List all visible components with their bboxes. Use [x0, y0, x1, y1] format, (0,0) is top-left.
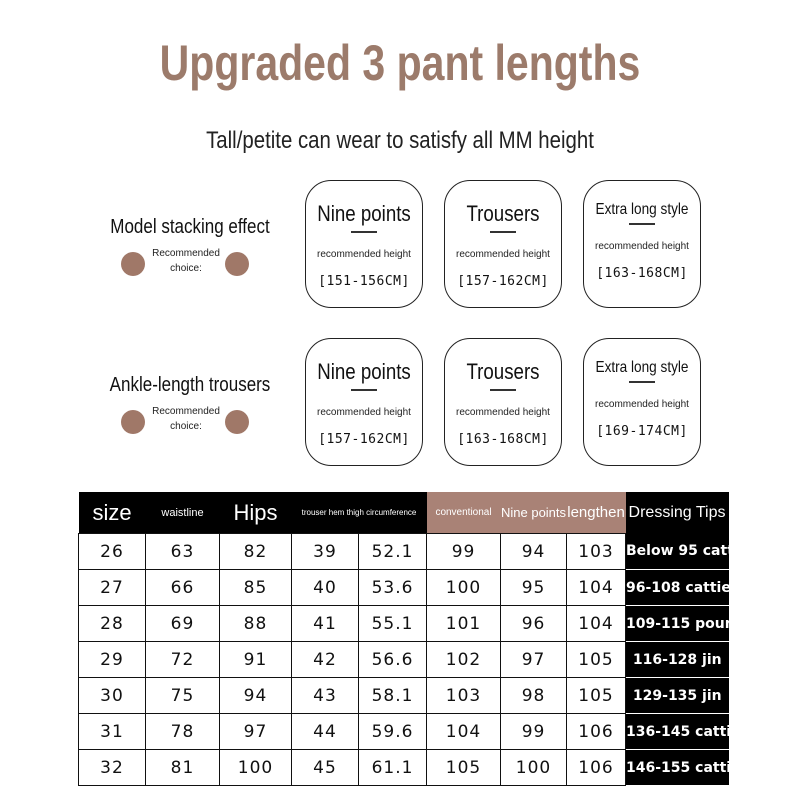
table-cell: 99	[427, 534, 501, 570]
divider	[351, 389, 377, 391]
card-rec: recommended height	[456, 249, 550, 260]
table-row	[79, 534, 729, 570]
dot-icon	[121, 410, 145, 434]
page-title: Upgraded 3 pant lengths	[159, 35, 641, 91]
card-height: [157-162CM]	[318, 432, 410, 447]
length-card	[305, 338, 423, 466]
table-cell: 106	[567, 750, 626, 786]
size-table	[78, 492, 757, 786]
divider	[490, 231, 516, 233]
divider	[490, 389, 516, 391]
column-header: size	[79, 492, 146, 534]
table-cell: 136-145 catties	[626, 714, 729, 750]
table-cell: 28	[79, 606, 146, 642]
length-card	[444, 338, 562, 466]
table-cell: 26	[79, 534, 146, 570]
section-label: Model stacking effect	[110, 216, 270, 238]
card-name: Nine points	[317, 359, 411, 384]
table-row	[79, 750, 729, 786]
table-cell: 81	[146, 750, 220, 786]
table-cell: 40	[292, 570, 359, 606]
column-header: conventional	[427, 492, 501, 534]
subtitle: Tall/petite can wear to satisfy all MM height	[206, 127, 594, 154]
table-cell: 41	[292, 606, 359, 642]
card-name: Nine points	[317, 201, 411, 226]
column-header: Hips	[220, 492, 292, 534]
table-cell: 53.6	[359, 570, 427, 606]
divider	[629, 223, 655, 225]
card-height: [151-156CM]	[318, 274, 410, 289]
table-cell: 88	[220, 606, 292, 642]
table-cell: 102	[427, 642, 501, 678]
table-cell: 63	[146, 534, 220, 570]
table-cell: 99	[501, 714, 567, 750]
table-cell: 97	[220, 714, 292, 750]
recommended-choice: Recommended choice:	[121, 404, 251, 438]
table-cell: 58.1	[359, 678, 427, 714]
table-cell: 31	[79, 714, 146, 750]
section-label: Ankle-length trousers	[109, 374, 271, 396]
card-rec: recommended height	[595, 241, 689, 252]
table-cell: 55.1	[359, 606, 427, 642]
table-cell: 97	[501, 642, 567, 678]
card-rec: recommended height	[456, 407, 550, 418]
divider	[351, 231, 377, 233]
column-header: Dressing Tips	[626, 492, 729, 534]
table-row	[79, 714, 729, 750]
table-cell: 27	[79, 570, 146, 606]
card-height: [157-162CM]	[457, 274, 549, 289]
table-cell: 129-135 jin	[626, 678, 729, 714]
table-cell: 106	[567, 714, 626, 750]
length-card	[305, 180, 423, 308]
table-row	[79, 606, 729, 642]
length-card	[583, 338, 701, 466]
dot-icon	[225, 252, 249, 276]
table-cell: 94	[501, 534, 567, 570]
card-rec: recommended height	[317, 249, 411, 260]
table-cell: 59.6	[359, 714, 427, 750]
table-cell: 146-155 catties	[626, 750, 729, 786]
card-height: [163-168CM]	[596, 266, 688, 281]
table-cell: 56.6	[359, 642, 427, 678]
table-cell: 94	[220, 678, 292, 714]
table-cell: 85	[220, 570, 292, 606]
table-row	[79, 570, 729, 606]
table-cell: 72	[146, 642, 220, 678]
table-cell: 104	[567, 570, 626, 606]
table-cell: 52.1	[359, 534, 427, 570]
table-cell: 75	[146, 678, 220, 714]
table-cell: 100	[501, 750, 567, 786]
table-cell: 116-128 jin	[626, 642, 729, 678]
table-cell: 43	[292, 678, 359, 714]
card-name: Trousers	[466, 201, 540, 226]
card-rec: recommended height	[595, 399, 689, 410]
table-cell: 39	[292, 534, 359, 570]
table-cell: 100	[220, 750, 292, 786]
table-cell: 82	[220, 534, 292, 570]
card-name: Extra long style	[595, 201, 689, 218]
table-cell: 44	[292, 714, 359, 750]
table-cell: 96	[501, 606, 567, 642]
table-cell: 66	[146, 570, 220, 606]
table-cell: 104	[427, 714, 501, 750]
table-cell: 42	[292, 642, 359, 678]
table-cell: 30	[79, 678, 146, 714]
length-card	[444, 180, 562, 308]
table-cell: 91	[220, 642, 292, 678]
card-height: [163-168CM]	[457, 432, 549, 447]
table-cell: 45	[292, 750, 359, 786]
recommended-choice: Recommended choice:	[121, 246, 251, 280]
column-header: waistline	[146, 492, 220, 534]
table-cell: 32	[79, 750, 146, 786]
table-cell: 101	[427, 606, 501, 642]
table-cell: 96-108 catties	[626, 570, 729, 606]
table-cell: 98	[501, 678, 567, 714]
divider	[629, 381, 655, 383]
dot-icon	[225, 410, 249, 434]
card-name: Trousers	[466, 359, 540, 384]
table-row	[79, 642, 729, 678]
card-height: [169-174CM]	[596, 424, 688, 439]
table-cell: Below 95 catties	[626, 534, 729, 570]
card-name: Extra long style	[595, 359, 689, 376]
dot-icon	[121, 252, 145, 276]
table-row	[79, 678, 729, 714]
card-rec: recommended height	[317, 407, 411, 418]
table-cell: 109-115 pounds	[626, 606, 729, 642]
column-header: trouser hem thigh circumference	[292, 492, 427, 534]
table-cell: 100	[427, 570, 501, 606]
table-cell: 95	[501, 570, 567, 606]
column-header: lengthen	[567, 492, 626, 534]
table-cell: 61.1	[359, 750, 427, 786]
column-header: Nine points	[501, 492, 567, 534]
table-cell: 69	[146, 606, 220, 642]
table-cell: 103	[567, 534, 626, 570]
length-card	[583, 180, 701, 308]
table-cell: 105	[567, 642, 626, 678]
table-cell: 29	[79, 642, 146, 678]
table-cell: 104	[567, 606, 626, 642]
table-cell: 105	[427, 750, 501, 786]
table-cell: 103	[427, 678, 501, 714]
table-cell: 78	[146, 714, 220, 750]
table-cell: 105	[567, 678, 626, 714]
